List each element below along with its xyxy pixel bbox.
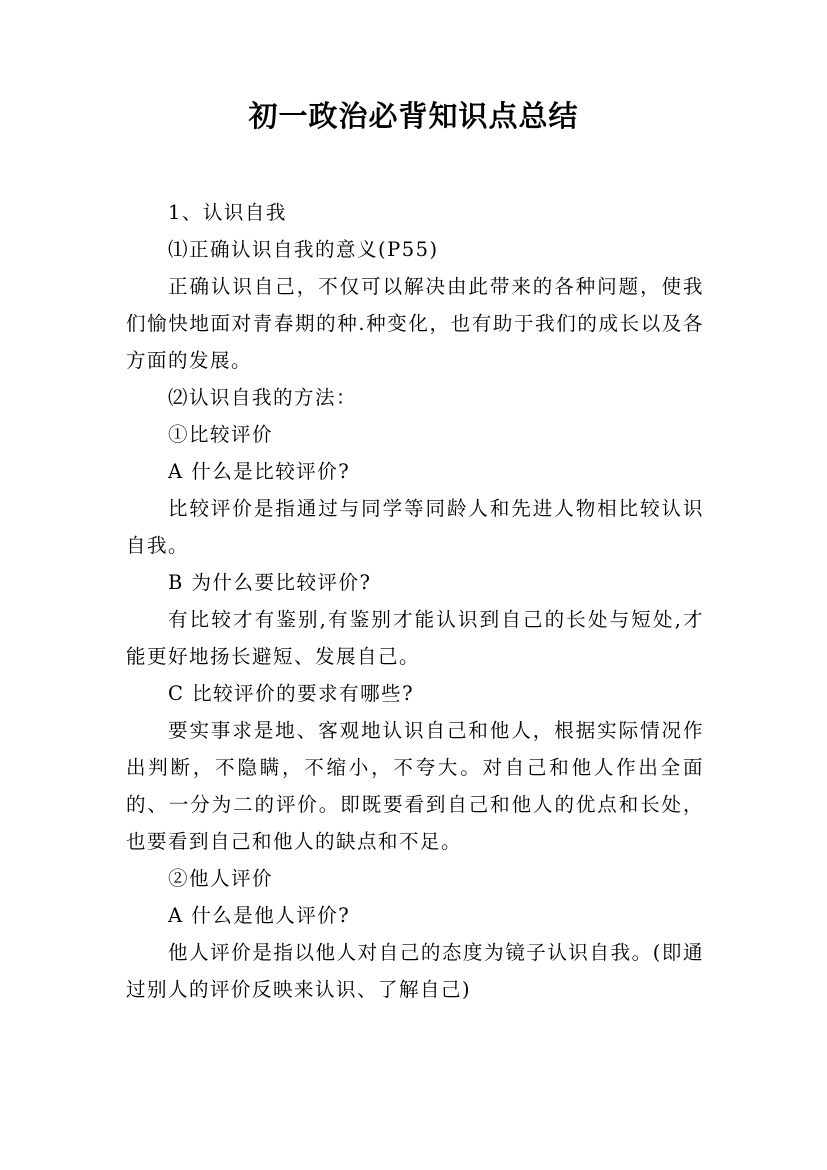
paragraph: ②他人评价 [168,867,274,890]
document-title: 初一政治必背知识点总结 [248,99,579,133]
paragraph: 有比较才有鉴别,有鉴别才能认识到自己的长处与短处,才能更好地扬长避短、发展自己。 [126,608,704,668]
paragraph: ①比较评价 [168,423,274,446]
paragraph: A 什么是比较评价? [168,460,351,483]
paragraph: 他人评价是指以他人对自己的态度为镜子认识自我。(即通过别人的评价反映来认识、了解自己) [126,941,704,1001]
paragraph: 要实事求是地、客观地认识自己和他人，根据实际情况作出判断，不隐瞒，不缩小，不夸大。对自己和他人作出全面的、一分为二的评价。即既要看到自己和他人的优点和长处，也要看到自己和他人的缺点和不足。 [126,719,704,853]
paragraph: ⑴正确认识自我的意义(P55) [168,238,439,261]
paragraph: C 比较评价的要求有哪些? [168,682,415,705]
paragraph: ⑵认识自我的方法： [168,386,358,409]
paragraph: 1、认识自我 [168,201,287,224]
paragraph: 正确认识自己，不仅可以解决由此带来的各种问题，使我们愉快地面对青春期的种.种变化，也有助于我们的成长以及各方面的发展。 [126,275,704,372]
paragraph: 比较评价是指通过与同学等同龄人和先进人物相比较认识自我。 [126,497,704,557]
paragraph: B 为什么要比较评价? [168,571,372,594]
document-body [126,194,704,1008]
paragraph: A 什么是他人评价? [168,904,351,927]
